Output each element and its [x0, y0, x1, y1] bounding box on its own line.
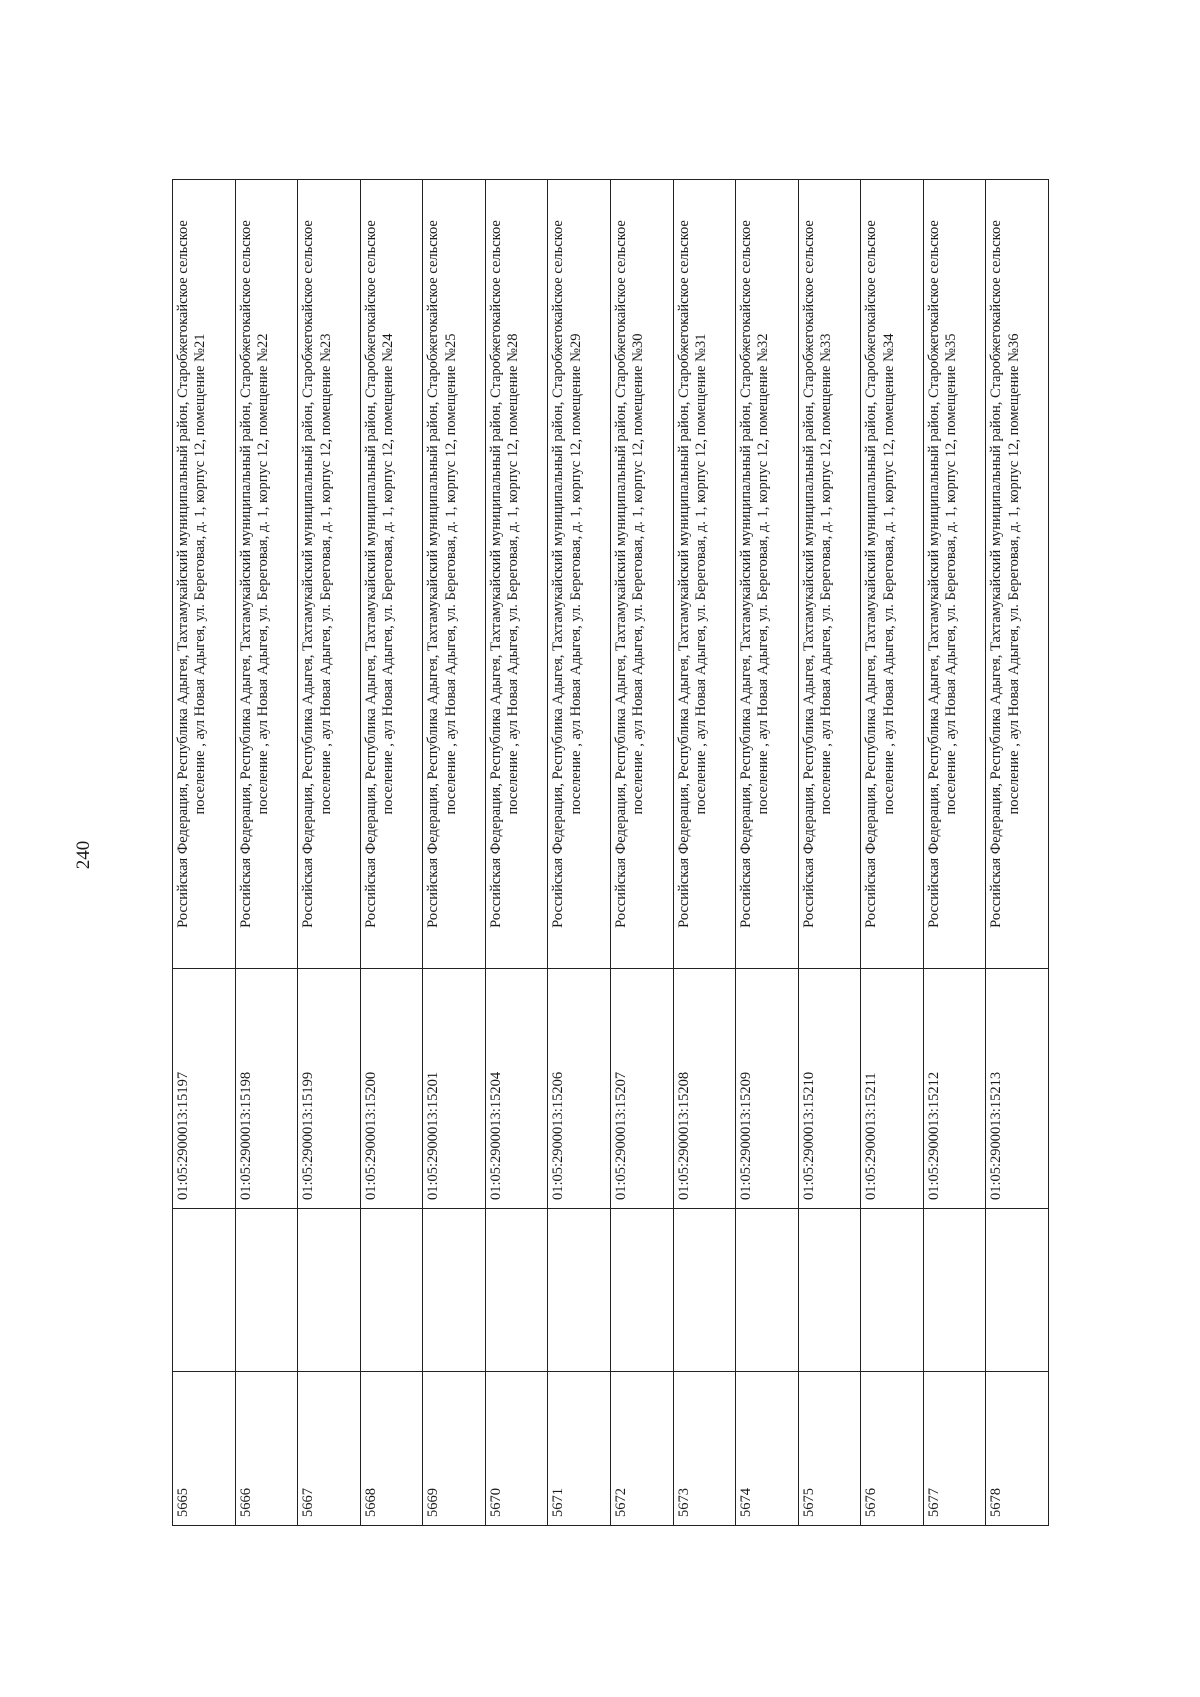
address-cell: Российская Федерация, Республика Адыгея, Тахтамукайский муниципальный район, Старобжегокайское сельское поселение , аул Новая Адыгея, ул. Береговая, д. 1, корпус 12, помещение №29	[548, 180, 611, 969]
empty-cell	[861, 1209, 924, 1372]
row-number: 5666	[235, 1372, 298, 1526]
table-row	[298, 180, 361, 1526]
empty-cell	[798, 1209, 861, 1372]
table-row	[173, 180, 236, 1526]
empty-cell	[298, 1209, 361, 1372]
empty-cell	[485, 1209, 548, 1372]
address-cell: Российская Федерация, Республика Адыгея, Тахтамукайский муниципальный район, Старобжегокайское сельское поселение , аул Новая Адыгея, ул. Береговая, д. 1, корпус 12, помещение №32	[736, 180, 799, 969]
cadastral-number: 01:05:2900013:15211	[861, 969, 924, 1209]
cadastral-number: 01:05:2900013:15204	[485, 969, 548, 1209]
cadastral-number: 01:05:2900013:15197	[173, 969, 236, 1209]
table-row	[485, 180, 548, 1526]
cadastral-number: 01:05:2900013:15213	[986, 969, 1049, 1209]
empty-cell	[173, 1209, 236, 1372]
cadastral-number: 01:05:2900013:15201	[423, 969, 486, 1209]
row-number: 5674	[736, 1372, 799, 1526]
cadastral-number: 01:05:2900013:15207	[610, 969, 673, 1209]
table-row	[861, 180, 924, 1526]
table-row	[798, 180, 861, 1526]
row-number: 5670	[485, 1372, 548, 1526]
row-number: 5675	[798, 1372, 861, 1526]
address-cell: Российская Федерация, Республика Адыгея, Тахтамукайский муниципальный район, Старобжегокайское сельское поселение , аул Новая Адыгея, ул. Береговая, д. 1, корпус 12, помещение №21	[173, 180, 236, 969]
empty-cell	[923, 1209, 986, 1372]
address-cell: Российская Федерация, Республика Адыгея, Тахтамукайский муниципальный район, Старобжегокайское сельское поселение , аул Новая Адыгея, ул. Береговая, д. 1, корпус 12, помещение №36	[986, 180, 1049, 969]
empty-cell	[673, 1209, 736, 1372]
cadastral-number: 01:05:2900013:15200	[360, 969, 423, 1209]
table-row	[548, 180, 611, 1526]
row-number: 5676	[861, 1372, 924, 1526]
table-row	[610, 180, 673, 1526]
address-cell: Российская Федерация, Республика Адыгея, Тахтамукайский муниципальный район, Старобжегокайское сельское поселение , аул Новая Адыгея, ул. Береговая, д. 1, корпус 12, помещение №35	[923, 180, 986, 969]
address-cell: Российская Федерация, Республика Адыгея, Тахтамукайский муниципальный район, Старобжегокайское сельское поселение , аул Новая Адыгея, ул. Береговая, д. 1, корпус 12, помещение №30	[610, 180, 673, 969]
row-number: 5668	[360, 1372, 423, 1526]
cadastral-number: 01:05:2900013:15208	[673, 969, 736, 1209]
empty-cell	[235, 1209, 298, 1372]
registry-table-body	[173, 180, 1049, 1526]
cadastral-number: 01:05:2900013:15198	[235, 969, 298, 1209]
row-number: 5678	[986, 1372, 1049, 1526]
table-row	[360, 180, 423, 1526]
empty-cell	[548, 1209, 611, 1372]
row-number: 5667	[298, 1372, 361, 1526]
empty-cell	[423, 1209, 486, 1372]
registry-table	[172, 179, 1049, 1526]
row-number: 5671	[548, 1372, 611, 1526]
cadastral-number: 01:05:2900013:15206	[548, 969, 611, 1209]
address-cell: Российская Федерация, Республика Адыгея, Тахтамукайский муниципальный район, Старобжегокайское сельское поселение , аул Новая Адыгея, ул. Береговая, д. 1, корпус 12, помещение №31	[673, 180, 736, 969]
empty-cell	[736, 1209, 799, 1372]
row-number: 5669	[423, 1372, 486, 1526]
cadastral-number: 01:05:2900013:15209	[736, 969, 799, 1209]
row-number: 5673	[673, 1372, 736, 1526]
cadastral-number: 01:05:2900013:15210	[798, 969, 861, 1209]
table-row	[673, 180, 736, 1526]
address-cell: Российская Федерация, Республика Адыгея, Тахтамукайский муниципальный район, Старобжегокайское сельское поселение , аул Новая Адыгея, ул. Береговая, д. 1, корпус 12, помещение №25	[423, 180, 486, 969]
row-number: 5665	[173, 1372, 236, 1526]
row-number: 5672	[610, 1372, 673, 1526]
page-number: 240	[73, 840, 94, 870]
row-number: 5677	[923, 1372, 986, 1526]
cadastral-number: 01:05:2900013:15212	[923, 969, 986, 1209]
table-row	[235, 180, 298, 1526]
address-cell: Российская Федерация, Республика Адыгея, Тахтамукайский муниципальный район, Старобжегокайское сельское поселение , аул Новая Адыгея, ул. Береговая, д. 1, корпус 12, помещение №28	[485, 180, 548, 969]
table-row	[736, 180, 799, 1526]
address-cell: Российская Федерация, Республика Адыгея, Тахтамукайский муниципальный район, Старобжегокайское сельское поселение , аул Новая Адыгея, ул. Береговая, д. 1, корпус 12, помещение №22	[235, 180, 298, 969]
rotated-table-wrapper	[172, 179, 1049, 1526]
empty-cell	[986, 1209, 1049, 1372]
table-row	[923, 180, 986, 1526]
table-row	[423, 180, 486, 1526]
address-cell: Российская Федерация, Республика Адыгея, Тахтамукайский муниципальный район, Старобжегокайское сельское поселение , аул Новая Адыгея, ул. Береговая, д. 1, корпус 12, помещение №23	[298, 180, 361, 969]
table-row	[986, 180, 1049, 1526]
empty-cell	[360, 1209, 423, 1372]
address-cell: Российская Федерация, Республика Адыгея, Тахтамукайский муниципальный район, Старобжегокайское сельское поселение , аул Новая Адыгея, ул. Береговая, д. 1, корпус 12, помещение №24	[360, 180, 423, 969]
cadastral-number: 01:05:2900013:15199	[298, 969, 361, 1209]
empty-cell	[610, 1209, 673, 1372]
address-cell: Российская Федерация, Республика Адыгея, Тахтамукайский муниципальный район, Старобжегокайское сельское поселение , аул Новая Адыгея, ул. Береговая, д. 1, корпус 12, помещение №34	[861, 180, 924, 969]
address-cell: Российская Федерация, Республика Адыгея, Тахтамукайский муниципальный район, Старобжегокайское сельское поселение , аул Новая Адыгея, ул. Береговая, д. 1, корпус 12, помещение №33	[798, 180, 861, 969]
